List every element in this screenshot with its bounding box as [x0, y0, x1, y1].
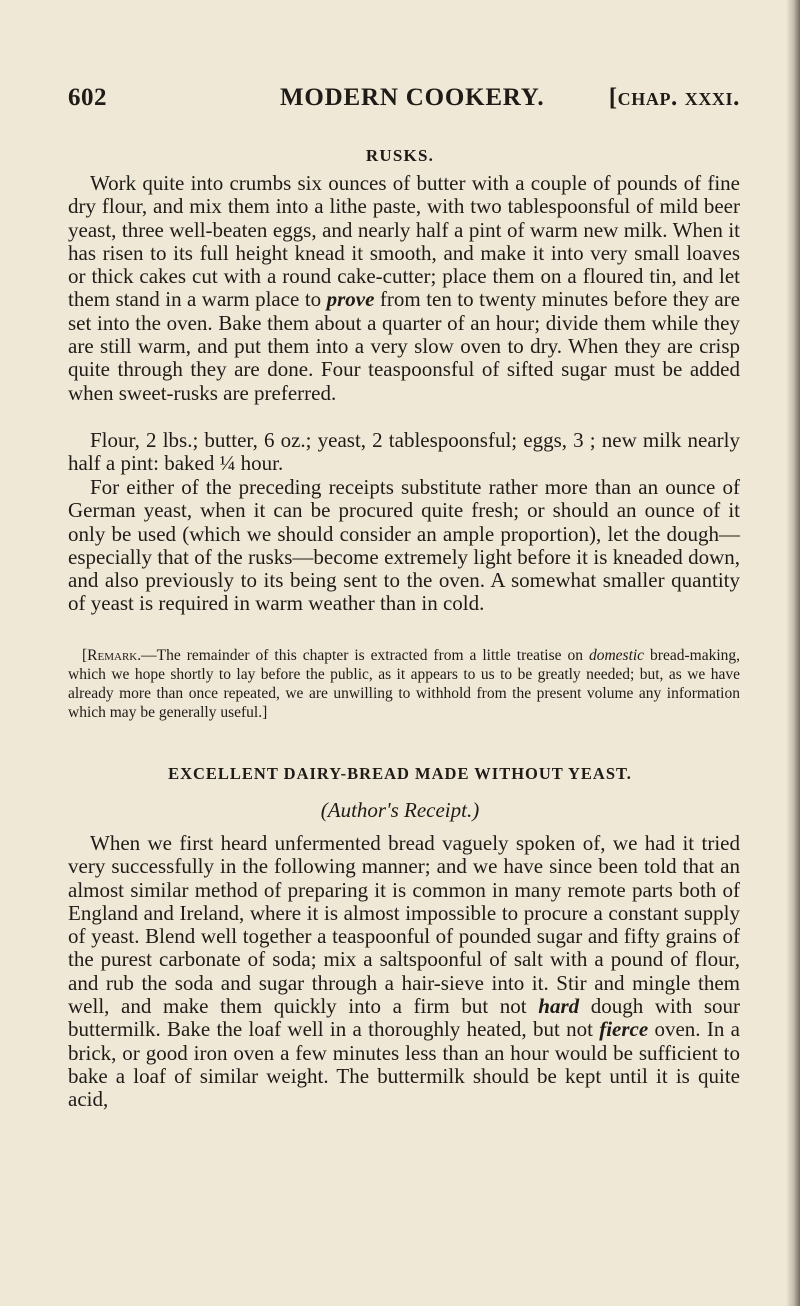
dairy-emphasis-hard: hard: [538, 994, 580, 1019]
remark-open-bracket: [: [82, 647, 88, 664]
dairy-text-c: oven. In a brick, or good iron oven a few minutes less than an hour would be sufficient to bake a loaf of similar weight. The buttermilk should be kept until it is quite acid,: [68, 1017, 740, 1112]
remark-label: Remark.: [87, 647, 142, 664]
rusks-text-a: Work quite into crumbs six ounces of butter with a couple of pounds of fine dry flour, and mix them into a lithe paste, with two tablespoonsful of mild beer yeast, three well-beaten eggs, and nearly half a pint of warm new milk. When it has risen to its full height knead it smooth, and make it into very small loaves or thick cakes cut with a round cake-cutter; place them on a floured tin, and let them stand in a warm place to: [68, 171, 740, 312]
running-head: [68, 84, 740, 118]
dairy-text-a: When we first heard unfermented bread vaguely spoken of, we had it tried very successfully in the following manner; and we have since been told that an almost similar method of preparing it is common in many remote parts both of England and Ireland, where it is almost impossible to procure a constant supply of yeast. Blend well together a teaspoonful of pounded sugar and fifty grains of the purest carbonate of soda; mix a saltspoonful of salt with a pound of flour, and rub the soda and sugar through a hair-sieve into it. Stir and mingle them well, and make them quickly into a firm but not: [68, 831, 740, 1019]
dairy-bread-paragraph: [68, 832, 740, 1112]
dairy-bread-subtitle: (Author's Receipt.): [320, 798, 480, 822]
remark-text-b: bread-making, which we hope shortly to lay before the public, as it appears to us to be greatly needed; but, as we have already more than once repeated, we are unwilling to withhold from the present volume any information which may be generally useful.]: [68, 647, 741, 721]
rusks-heading: RUSKS.: [365, 146, 435, 165]
chapter-text: chap. xxxi.: [617, 84, 740, 111]
rusks-paragraph: [68, 172, 740, 405]
dairy-bread-heading: EXCELLENT DAIRY-BREAD MADE WITHOUT YEAST.: [168, 764, 632, 783]
rusks-quantities: Flour, 2 lbs.; butter, 6 oz.; yeast, 2 tablespoonsful; eggs, 3 ; new milk nearly half a pint: baked ¼ hour.: [68, 428, 740, 476]
chapter-label: [609, 84, 740, 112]
remark-text-a: —The remainder of this chapter is extracted from a little treatise on: [141, 647, 589, 664]
page-edge-shadow: [786, 0, 800, 1306]
page-number: 602: [68, 84, 107, 111]
book-title: MODERN COOKERY.: [280, 84, 545, 111]
remark-emphasis: domestic: [588, 647, 645, 664]
chapter-bracket: [: [608, 84, 618, 111]
dairy-text-b: dough with sour buttermilk. Bake the loaf well in a thoroughly heated, but not: [68, 994, 741, 1042]
remark-note: [68, 646, 740, 722]
rusks-german-yeast-note: For either of the preceding receipts substitute rather more than an ounce of German yeast, when it can be procured quite fresh; or should an ounce of it only be used (which we should consider an ample proportion), let the dough—especially that of the rusks—become extremely light before it is kneaded down, and also previously to its being sent to the oven. A somewhat smaller quantity of yeast is required in warm weather than in cold.: [68, 475, 740, 616]
rusks-emphasis-prove: prove: [326, 287, 375, 312]
dairy-emphasis-fierce: fierce: [599, 1017, 649, 1042]
rusks-text-b: from ten to twenty minutes before they are set into the oven. Bake them about a quarter of an hour; divide them while they are still warm, and put them into a very slow oven to dry. When they are crisp quite through they are done. Four teaspoonsful of sifted sugar must be added when sweet-rusks are preferred.: [68, 287, 740, 405]
